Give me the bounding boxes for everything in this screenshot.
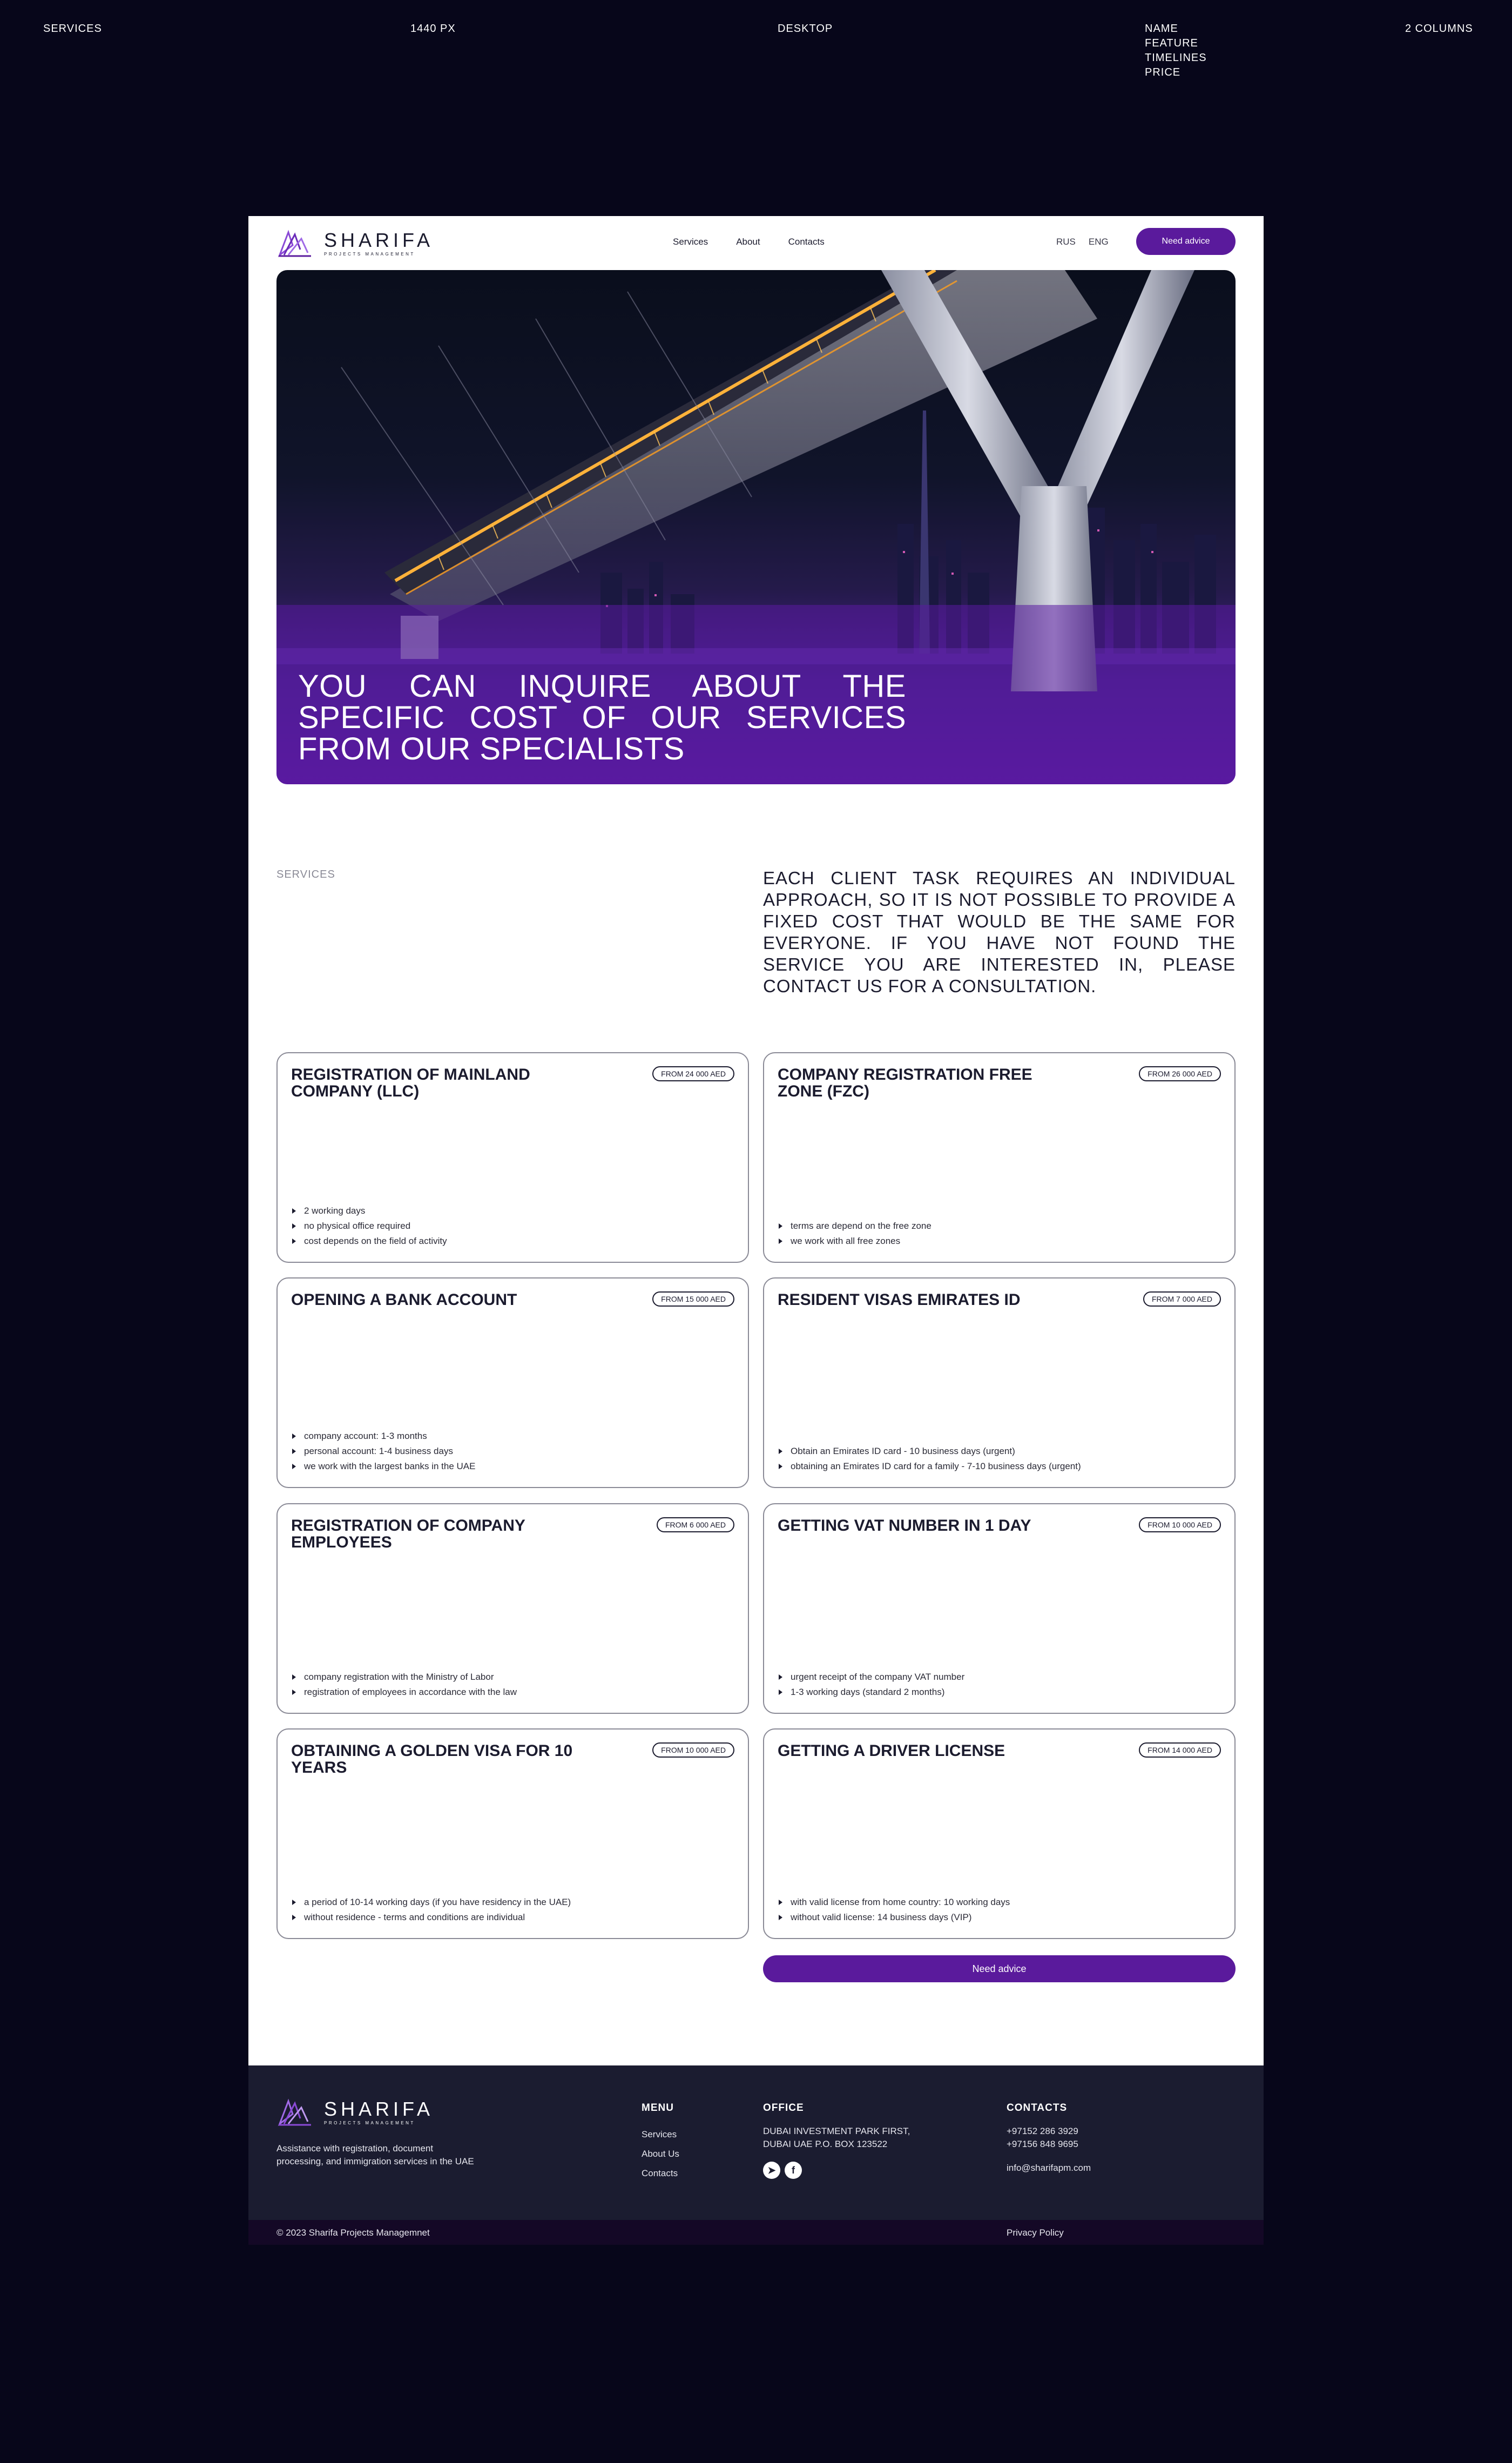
footer-menu <box>642 2102 679 2183</box>
language-switcher <box>1056 237 1109 247</box>
feature-item: personal account: 1-4 business days <box>291 1444 475 1459</box>
need-advice-cta-button[interactable]: Need advice <box>763 1955 1236 1982</box>
footer-phone[interactable]: +97152 286 3929 <box>1007 2126 1078 2136</box>
feature-list <box>778 1895 1010 1925</box>
nav-about[interactable]: About <box>736 237 760 247</box>
footer-email[interactable]: info@sharifapm.com <box>1007 2163 1091 2173</box>
meta-field: PRICE <box>1145 66 1181 78</box>
service-title: OBTAINING A GOLDEN VISA FOR 10 YEARS <box>291 1742 573 1776</box>
feature-item: company registration with the Ministry of Labor <box>291 1670 517 1685</box>
service-card[interactable] <box>276 1052 749 1263</box>
footer-description: Assistance with registration, document processing, and immigration services in the UAE <box>276 2143 474 2166</box>
social-links <box>763 2162 936 2179</box>
footer-contacts-title: CONTACTS <box>1007 2102 1068 2114</box>
logo-mark-icon <box>276 227 322 259</box>
site-header <box>276 216 1236 270</box>
feature-item: without residence - terms and conditions are individual <box>291 1910 571 1925</box>
service-title: REGISTRATION OF COMPANY EMPLOYEES <box>291 1517 525 1551</box>
price-badge: FROM 14 000 AED <box>1139 1742 1221 1758</box>
feature-item: terms are depend on the free zone <box>778 1219 932 1234</box>
feature-item: registration of employees in accordance with the law <box>291 1685 517 1700</box>
service-title: OPENING A BANK ACCOUNT <box>291 1291 517 1309</box>
feature-item: obtaining an Emirates ID card for a family - 7-10 business days (urgent) <box>778 1459 1081 1474</box>
service-title: RESIDENT VISAS EMIRATES ID <box>778 1291 1021 1309</box>
price-badge: FROM 7 000 AED <box>1143 1291 1221 1307</box>
hero-title: YOU CAN INQUIRE ABOUT THE SPECIFIC COST OF OUR SERVICES FROM OUR SPECIALISTS <box>298 669 906 766</box>
meta-fields <box>1145 22 1207 80</box>
copyright: © 2023 Sharifa Projects Managemnet <box>276 2228 430 2238</box>
footer-logo[interactable] <box>276 2096 434 2128</box>
price-badge: FROM 6 000 AED <box>657 1517 734 1532</box>
service-card[interactable] <box>276 1728 749 1939</box>
logo-mark-icon <box>276 2096 322 2128</box>
footer-office <box>763 2102 936 2179</box>
feature-item: company account: 1-3 months <box>291 1429 475 1444</box>
main-nav <box>673 237 825 247</box>
footer-bottom-bar <box>248 2220 1264 2245</box>
lang-rus[interactable]: RUS <box>1056 237 1076 247</box>
privacy-policy-link[interactable]: Privacy Policy <box>1007 2228 1064 2238</box>
feature-item: with valid license from home country: 10 working days <box>778 1895 1010 1910</box>
feature-item: 2 working days <box>291 1203 447 1219</box>
service-card[interactable] <box>276 1277 749 1488</box>
service-title: REGISTRATION OF MAINLAND COMPANY (LLC) <box>291 1066 530 1100</box>
need-advice-button[interactable]: Need advice <box>1136 228 1236 255</box>
nav-services[interactable]: Services <box>673 237 708 247</box>
meta-field: FEATURE <box>1145 37 1198 49</box>
telegram-icon[interactable]: ➤ <box>763 2162 780 2179</box>
price-badge: FROM 24 000 AED <box>652 1066 734 1081</box>
meta-section: SERVICES <box>43 23 102 35</box>
footer-contacts <box>1007 2102 1091 2173</box>
price-badge: FROM 10 000 AED <box>652 1742 734 1758</box>
service-title: COMPANY REGISTRATION FREE ZONE (FZC) <box>778 1066 1032 1100</box>
services-intro: EACH CLIENT TASK REQUIRES AN INDIVIDUAL APPROACH, SO IT IS NOT POSSIBLE TO PROVIDE A FIXED COST THAT WOULD BE THE SAME FOR EVERYONE. IF YOU HAVE NOT FOUND THE SERVICE YOU ARE INTERESTED IN, PLEASE CONTACT US FOR A CONSULTATION. <box>763 868 1236 996</box>
feature-item: we work with all free zones <box>778 1234 932 1249</box>
feature-list <box>778 1670 964 1700</box>
meta-device: DESKTOP <box>778 23 833 35</box>
feature-item: Obtain an Emirates ID card - 10 business days (urgent) <box>778 1444 1081 1459</box>
meta-layout: 2 COLUMNS <box>1405 23 1473 35</box>
feature-item: urgent receipt of the company VAT number <box>778 1670 964 1685</box>
footer-phone[interactable]: +97156 848 9695 <box>1007 2139 1078 2149</box>
footer-address: DUBAI INVESTMENT PARK FIRST, DUBAI UAE P.O. BOX 123522 <box>763 2126 910 2149</box>
page <box>248 216 1264 2245</box>
footer-link-services[interactable]: Services <box>642 2129 677 2139</box>
meta-width: 1440 PX <box>410 23 456 35</box>
footer-office-title: OFFICE <box>763 2102 804 2114</box>
services-label: SERVICES <box>276 869 335 880</box>
logo-name: SHARIFA <box>324 2097 434 2120</box>
service-title: GETTING VAT NUMBER IN 1 DAY <box>778 1517 1031 1535</box>
meta-field: NAME <box>1145 23 1178 35</box>
service-card[interactable] <box>763 1052 1236 1263</box>
service-title: GETTING A DRIVER LICENSE <box>778 1742 1005 1760</box>
service-card[interactable] <box>763 1728 1236 1939</box>
feature-list <box>291 1203 447 1249</box>
meta-field: TIMELINES <box>1145 52 1207 64</box>
price-badge: FROM 10 000 AED <box>1139 1517 1221 1532</box>
logo[interactable] <box>276 227 434 259</box>
site-footer <box>248 2065 1264 2245</box>
footer-link-contacts[interactable]: Contacts <box>642 2168 678 2178</box>
price-badge: FROM 15 000 AED <box>652 1291 734 1307</box>
feature-list <box>291 1429 475 1474</box>
feature-list <box>291 1670 517 1700</box>
feature-item: 1-3 working days (standard 2 months) <box>778 1685 964 1700</box>
feature-item: a period of 10-14 working days (if you have residency in the UAE) <box>291 1895 571 1910</box>
service-card[interactable] <box>763 1277 1236 1488</box>
feature-item: cost depends on the field of activity <box>291 1234 447 1249</box>
facebook-icon[interactable]: f <box>785 2162 802 2179</box>
feature-list <box>778 1219 932 1249</box>
feature-list <box>778 1444 1081 1474</box>
footer-link-about[interactable]: About Us <box>642 2149 679 2159</box>
footer-menu-title: MENU <box>642 2102 674 2114</box>
logo-name: SHARIFA <box>324 228 434 251</box>
service-card[interactable] <box>763 1503 1236 1714</box>
price-badge: FROM 26 000 AED <box>1139 1066 1221 1081</box>
logo-tagline: PROJECTS MANAGEMENT <box>324 251 415 257</box>
lang-eng[interactable]: ENG <box>1088 237 1109 247</box>
feature-item: we work with the largest banks in the UAE <box>291 1459 475 1474</box>
logo-tagline: PROJECTS MANAGEMENT <box>324 2120 415 2125</box>
service-card[interactable] <box>276 1503 749 1714</box>
feature-item: no physical office required <box>291 1219 447 1234</box>
nav-contacts[interactable]: Contacts <box>788 237 825 247</box>
hero-banner <box>276 270 1236 784</box>
feature-item: without valid license: 14 business days (VIP) <box>778 1910 1010 1925</box>
feature-list <box>291 1895 571 1925</box>
